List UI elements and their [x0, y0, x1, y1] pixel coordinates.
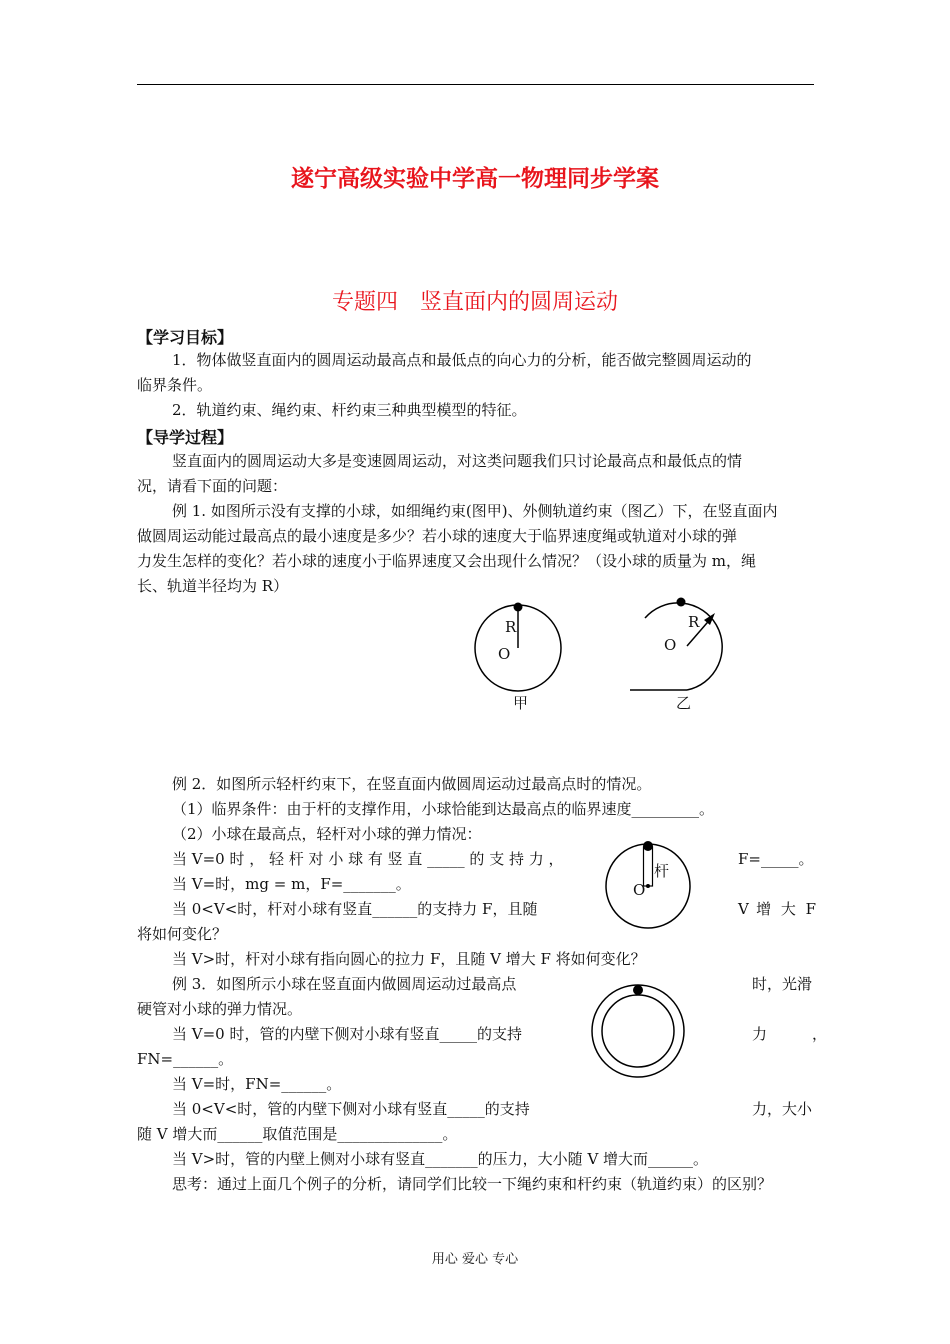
example1-line-3: 力发生怎样的变化？若小球的速度小于临界速度又会出现什么情况？（设小球的质量为 m，绳: [137, 552, 756, 570]
goal-item-1-cont: 临界条件。: [137, 376, 213, 394]
jia-ball: [514, 603, 523, 612]
intro-line-2: 况，请看下面的问题：: [137, 477, 288, 495]
example3-vmid-end: 随 V 增大而______取值范围是______________。: [137, 1125, 458, 1143]
school-title: 遂宁高级实验中学高一物理同步学案: [291, 165, 659, 192]
yi-r-label: R: [688, 613, 700, 631]
figure-rod-circle: [600, 836, 696, 932]
example3-title-right: 时，光滑: [752, 975, 813, 993]
example3-fn: FN=______。: [137, 1050, 234, 1068]
example2-vmid-end: 将如何变化？: [137, 925, 228, 943]
example2-vgt: 当 V>时，杆对小球有指向圆心的拉力 F，且随 V 增大 F 将如何变化？: [172, 950, 646, 968]
goal-item-1: 1．物体做竖直面内的圆周运动最高点和最低点的向心力的分析，能否做完整圆周运动的: [172, 351, 752, 369]
rod-o-label: O: [633, 881, 646, 899]
example2-critical: （1）临界条件：由于杆的支撑作用，小球恰能到达最高点的临界速度_________。: [172, 800, 715, 818]
example1-line-4: 长、轨道半径均为 R）: [137, 577, 289, 595]
yi-caption: 乙: [676, 694, 692, 712]
example2-vmid-right: [738, 897, 816, 922]
goals-heading: 【学习目标】: [137, 328, 234, 347]
process-heading: 【导学过程】: [137, 428, 234, 447]
example3-v0: 当 V=0 时，管的内壁下侧对小球有竖直_____的支持: [172, 1025, 522, 1043]
example2-v0-f: F=_____。: [738, 850, 814, 868]
example2-force-heading: （2）小球在最高点，轻杆对小球的弹力情况：: [172, 825, 482, 843]
yi-arrow-head: [704, 613, 715, 625]
example3-v0-right-a: 力: [752, 1025, 768, 1043]
tube-outer-ring: [592, 985, 684, 1077]
goal-item-2: 2．轨道约束、绳约束、杆约束三种典型模型的特征。: [172, 401, 527, 419]
rod-ball: [643, 841, 653, 851]
figure-tube-rings: [590, 982, 690, 1082]
example2-v0: 当 V=0 时 ， 轻 杆 对 小 球 有 竖 直 _____ 的 支 持 力 ，: [172, 850, 564, 868]
topic-title: 专题四 竖直面内的圆周运动: [331, 290, 618, 315]
example1-line-2: 做圆周运动能过最高点的最小速度是多少？若小球的速度大于临界速度绳或轨道对小球的弹: [137, 527, 738, 545]
example3-vgt: 当 V>时，管的内壁上侧对小球有竖直_______的压力，大小随 V 增大而______。: [172, 1150, 709, 1168]
example2-title: 例 2．如图所示轻杆约束下，在竖直面内做圆周运动过最高点时的情况。: [172, 775, 652, 793]
jia-r-label: R: [505, 618, 517, 636]
example1-line-1: 例 1. 如图所示没有支撑的小球，如细绳约束(图甲)、外侧轨道约束（图乙）下，在竖直面内: [172, 502, 778, 520]
example3-veq: 当 V=时，FN=______。: [172, 1075, 342, 1093]
jia-caption: 甲: [513, 694, 529, 712]
example3-title-end: 硬管对小球的弹力情况。: [137, 1000, 303, 1018]
intro-line-1: 竖直面内的圆周运动大多是变速圆周运动，对这类问题我们只讨论最高点和最低点的情: [172, 452, 743, 470]
page-footer: 用心 爱心 专心: [431, 1252, 519, 1267]
yi-ball: [677, 598, 686, 607]
header-rule: [137, 84, 814, 85]
jia-o-label: O: [498, 645, 511, 663]
example2-vmid: 当 0<V<时，杆对小球有竖直______的支持力 F，且随: [172, 900, 538, 918]
tube-inner-ring: [602, 995, 674, 1067]
example3-vmid: 当 0<V<时，管的内壁下侧对小球有竖直_____的支持: [172, 1100, 530, 1118]
example3-vmid-right: 力，大小: [752, 1100, 813, 1118]
think-question: 思考：通过上面几个例子的分析，请同学们比较一下绳约束和杆约束（轨道约束）的区别？: [172, 1175, 773, 1193]
example2-veq: 当 V=时，mg = m，F=_______。: [172, 875, 411, 893]
yi-o-label: O: [664, 636, 677, 654]
rod-pivot: [646, 884, 650, 888]
example3-v0-right-b: ，: [812, 1025, 828, 1043]
tube-ball: [633, 985, 643, 995]
rod-label: 杆: [654, 862, 670, 880]
example3-title: 例 3．如图所示小球在竖直面内做圆周运动过最高点: [172, 975, 517, 993]
example2-vmid-right-text: V 增 大 F: [738, 900, 816, 918]
